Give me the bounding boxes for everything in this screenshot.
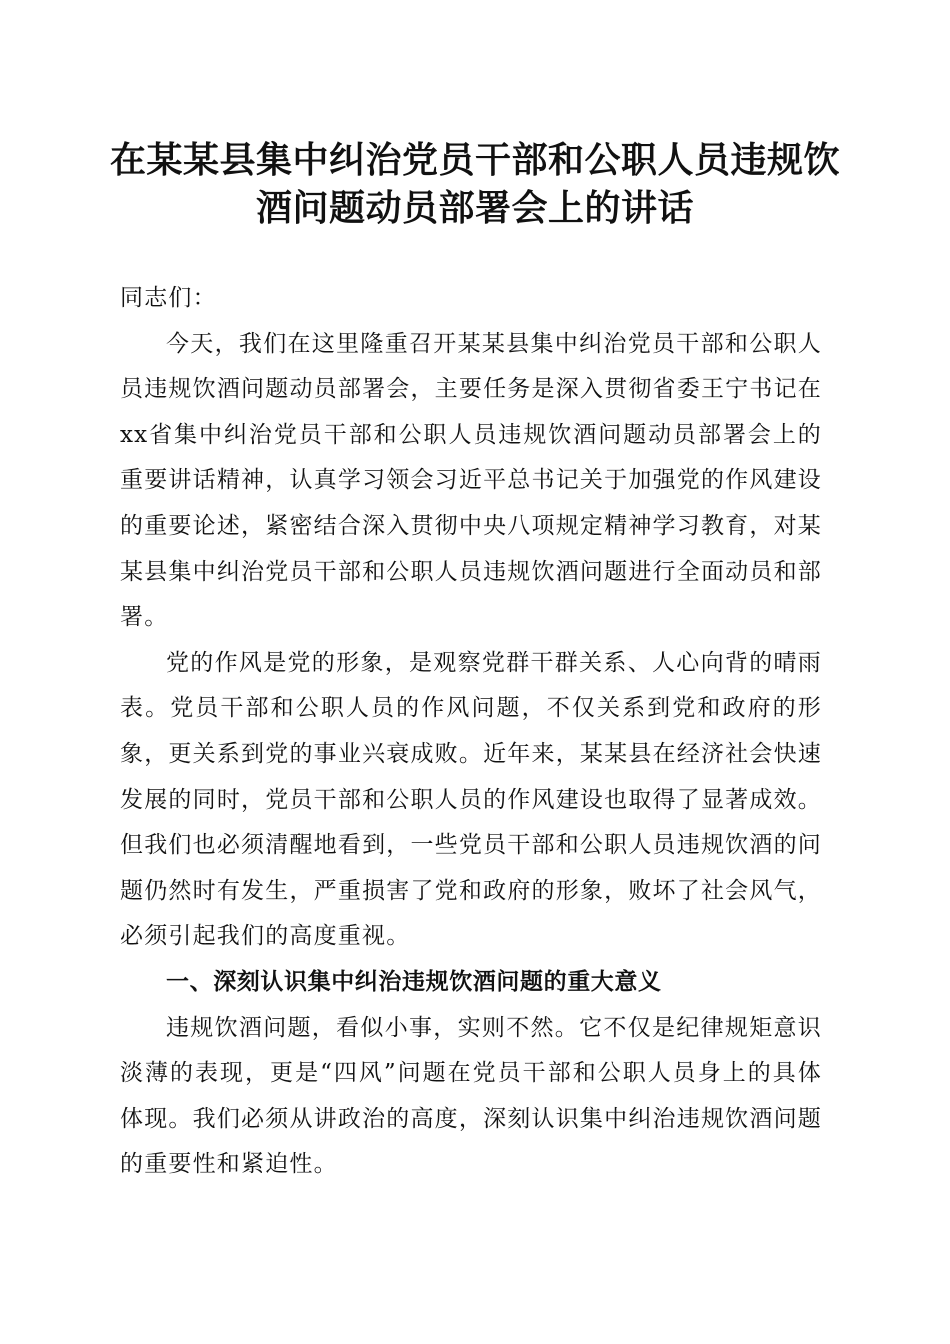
section-paragraph-1: 违规饮酒问题，看似小事，实则不然。它不仅是纪律规矩意识淡薄的表现，更是“四风”问题在党员干部和公职人员身上的具体体现。我们必须从讲政治的高度，深刻认识集中纠治违规饮酒问题的重要性和紧迫性。 xyxy=(120,1014,822,1178)
intro-paragraph-1: 今天，我们在这里隆重召开某某县集中纠治党员干部和公职人员违规饮酒问题动员部署会，主要任务是深入贯彻省委王宁书记在xx省集中纠治党员干部和公职人员违规饮酒问题动员部署会上的重要讲话精神，认真学习领会习近平总书记关于加强党的作风建设的重要论述，紧密结合深入贯彻中央八项规定精神学习教育，对某某县集中纠治党员干部和公职人员违规饮酒问题进行全面动员和部署。 xyxy=(120,330,822,631)
salutation: 同志们： xyxy=(120,285,217,311)
intro-paragraph-2: 党的作风是党的形象，是观察党群干群关系、人心向背的晴雨表。党员干部和公职人员的作风问题，不仅关系到党和政府的形象，更关系到党的事业兴衰成败。近年来，某某县在经济社会快速发展的同时，党员干部和公职人员的作风建设也取得了显著成效。但我们也必须清醒地看到，一些党员干部和公职人员违规饮酒的问题仍然时有发生，严重损害了党和政府的形象，败坏了社会风气，必须引起我们的高度重视。 xyxy=(120,649,822,950)
section-heading: 一、深刻认识集中纠治违规饮酒问题的重大意义 xyxy=(166,968,662,995)
document-body xyxy=(120,276,822,1188)
document-title: 在某某县集中纠治党员干部和公职人员违规饮酒问题动员部署会上的讲话 xyxy=(110,139,841,229)
